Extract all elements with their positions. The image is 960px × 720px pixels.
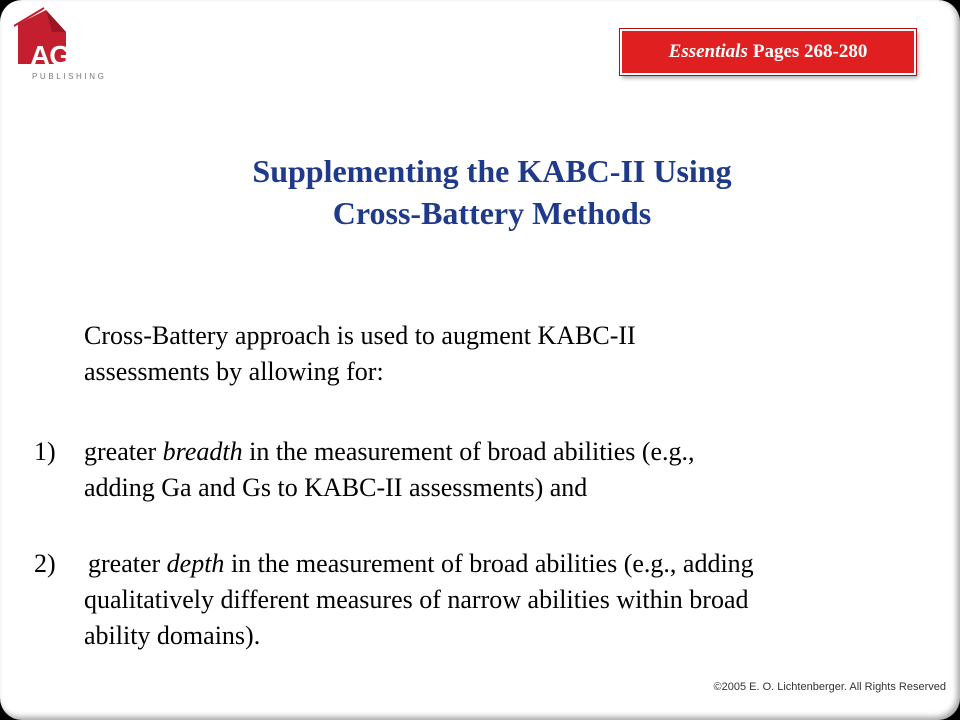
ags-publishing-logo <box>8 6 108 86</box>
item-2-before: greater <box>88 549 167 578</box>
item-2-continuation <box>84 582 924 654</box>
logo-subtext: PUBLISHING <box>32 72 107 81</box>
item-1-emphasis: breadth <box>162 437 243 466</box>
item-2-number: 2) <box>34 549 56 578</box>
copyright-footer: ©2005 E. O. Lichtenberger. All Rights Reserved <box>713 681 946 693</box>
item-1-line-2: adding Ga and Gs to KABC-II assessments) and <box>84 473 588 502</box>
item-1-after: in the measurement of broad abilities (e.g., <box>242 437 695 466</box>
item-2-emphasis: depth <box>166 549 225 578</box>
essentials-pages: Pages 268-280 <box>752 41 868 62</box>
logo-text: AGS <box>30 40 88 71</box>
item-2-after: in the measurement of broad abilities (e.g., adding <box>224 549 754 578</box>
item-2-line-3: ability domains). <box>84 621 261 650</box>
item-1-before: greater <box>84 437 163 466</box>
item-2-line-1 <box>88 546 928 582</box>
intro-line-1: Cross-Battery approach is used to augment KABC-II <box>84 321 636 350</box>
item-1-number: 1) <box>34 437 56 466</box>
slide-title-line-2: Cross-Battery Methods <box>332 195 652 231</box>
intro-line-2: assessments by allowing for: <box>84 357 384 386</box>
item-2-line-2: qualitatively different measures of narrow abilities within broad <box>84 585 749 614</box>
slide-title-line-1: Supplementing the KABC-II Using <box>252 153 732 189</box>
item-1-text <box>84 434 924 506</box>
item-1-line-1 <box>84 434 924 470</box>
slide-title <box>0 150 960 234</box>
item-2-text <box>88 546 928 582</box>
essentials-reference-badge <box>620 29 916 75</box>
intro-paragraph <box>84 318 904 390</box>
essentials-book-title: Essentials <box>668 41 748 62</box>
